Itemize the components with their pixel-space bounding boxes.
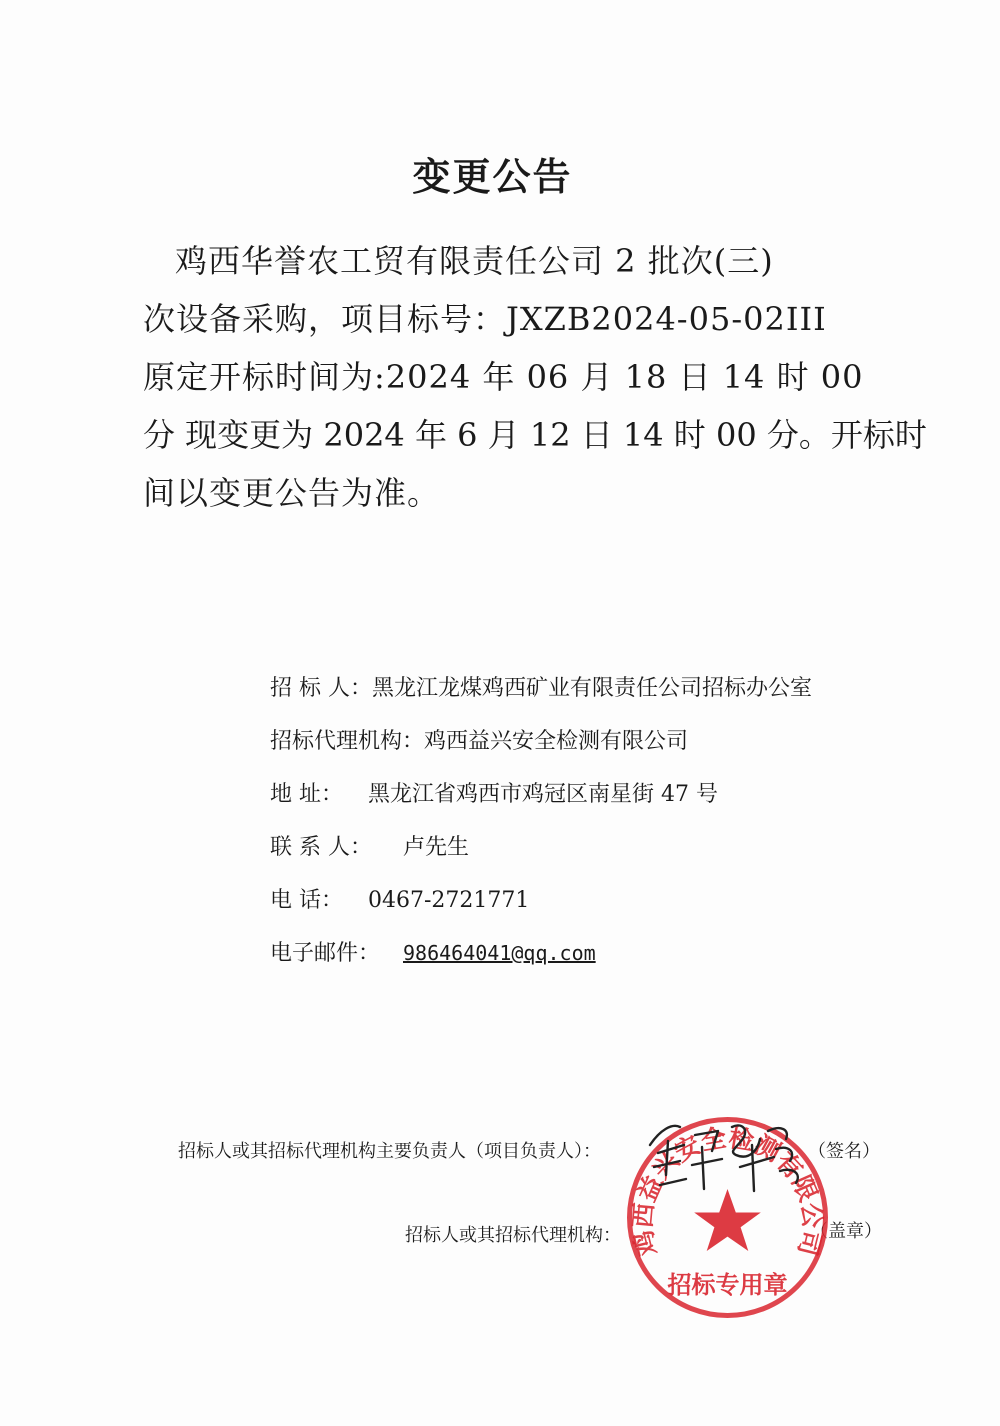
address-row [270,768,890,821]
principal-signature-line [178,1137,880,1163]
seal-star-icon [694,1189,761,1251]
tenderer-label: 招 标 人： [270,676,372,701]
email-row [270,927,890,980]
contact-block [270,662,890,980]
seal-center-text: 招标专用章 [667,1271,788,1299]
contact-person-label: 联 系 人： [270,835,372,860]
seal-ring-text: 鸡西益兴安全检测有限公司 [627,1123,828,1259]
agency-seal-note: （盖章） [810,1221,882,1242]
agency-seal-label: 招标人或其招标代理机构： [405,1225,621,1246]
handwritten-signature [640,1105,815,1195]
body-line-4: 分 现变更为 2024 年 6 月 12 日 14 时 00 分。开标时 [143,416,927,454]
body-line-2: 次设备采购，项目标号：JXZB2024-05-02III [143,300,827,338]
body-line-5: 间以变更公告为准。 [143,474,441,512]
phone-row [270,874,890,927]
principal-sign-note: （签名） [808,1141,880,1162]
contact-person-row [270,821,890,874]
principal-label: 招标人或其招标代理机构主要负责人（项目负责人）： [178,1141,601,1162]
agency-seal-line [405,1221,882,1247]
phone-label: 电 话： [270,888,343,913]
address-label: 地 址： [270,782,343,807]
phone-value: 0467-2721771 [368,888,530,913]
page-title: 变更公告 [412,155,573,199]
email-label: 电子邮件： [270,941,381,966]
contact-person-value: 卢先生 [403,835,470,860]
agency-row [270,715,890,768]
address-value: 黑龙江省鸡西市鸡冠区南星街 47 号 [368,782,718,807]
body-line-1: 鸡西华誉农工贸有限责任公司 2 批次(三) [175,242,774,280]
body-line-3: 原定开标时间为:2024 年 06 月 18 日 14 时 00 [143,358,864,396]
agency-label: 招标代理机构： [270,729,425,754]
agency-value: 鸡西益兴安全检测有限公司 [424,729,689,754]
tenderer-value: 黑龙江龙煤鸡西矿业有限责任公司招标办公室 [372,676,813,701]
email-link[interactable]: 986464041@qq.com [403,941,596,965]
announcement-body [143,232,927,522]
tenderer-row [270,662,890,715]
